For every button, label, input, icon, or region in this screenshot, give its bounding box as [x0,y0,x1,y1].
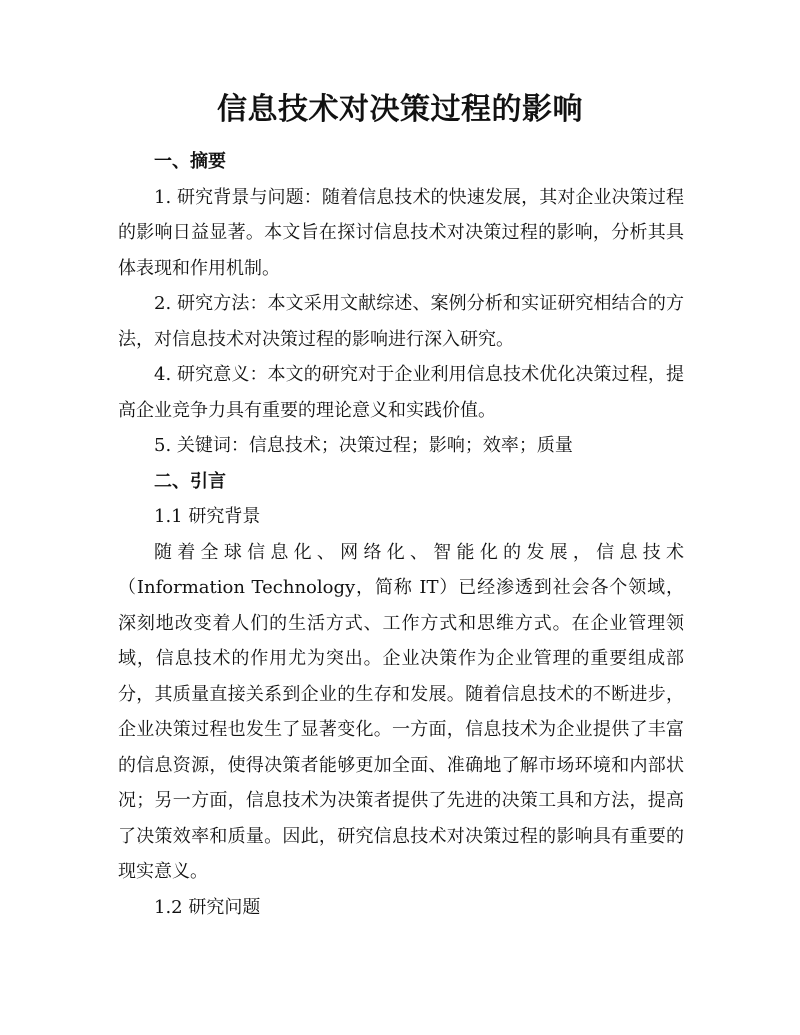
abstract-item-significance: 4. 研究意义：本文的研究对于企业利用信息技术优化决策过程，提高企业竞争力具有重要的理论意义和实践价值。 [118,364,684,421]
abstract-item-keywords: 5. 关键词：信息技术；决策过程；影响；效率；质量 [154,435,573,456]
subsection-heading-background: 1.1 研究背景 [154,506,261,527]
document-title: 信息技术对决策过程的影响 [217,92,583,127]
background-paragraph: 随着全球信息化、网络化、智能化的发展，信息技术（Information Technology，简称 IT）已经渗透到社会各个领域，深刻地改变着人们的生活方式、工作方式和思维方式。在企业管理领域，信息技术的作用尤为突出。企业决策作为企业管理的重要组成部分，其质量直接关系到企业的生存和发展。随着信息技术的不断进步，企业决策过程也发生了显著变化。一方面，信息技术为企业提供了丰富的信息资源，使得决策者能够更加全面、准确地了解市场环境和内部状况；另一方面，信息技术为决策者提供了先进的决策工具和方法，提高了决策效率和质量。因此，研究信息技术对决策过程的影响具有重要的现实意义。 [118,541,684,882]
abstract-item-method: 2. 研究方法：本文采用文献综述、案例分析和实证研究相结合的方法，对信息技术对决策过程的影响进行深入研究。 [118,293,684,350]
section-heading-abstract: 一、摘要 [154,151,226,172]
section-heading-introduction: 二、引言 [154,470,226,492]
subsection-heading-research-question: 1.2 研究问题 [154,896,261,918]
document-body [118,144,684,925]
abstract-item-background: 1. 研究背景与问题：随着信息技术的快速发展，其对企业决策过程的影响日益显著。本文旨在探讨信息技术对决策过程的影响，分析其具体表现和作用机制。 [118,186,684,279]
